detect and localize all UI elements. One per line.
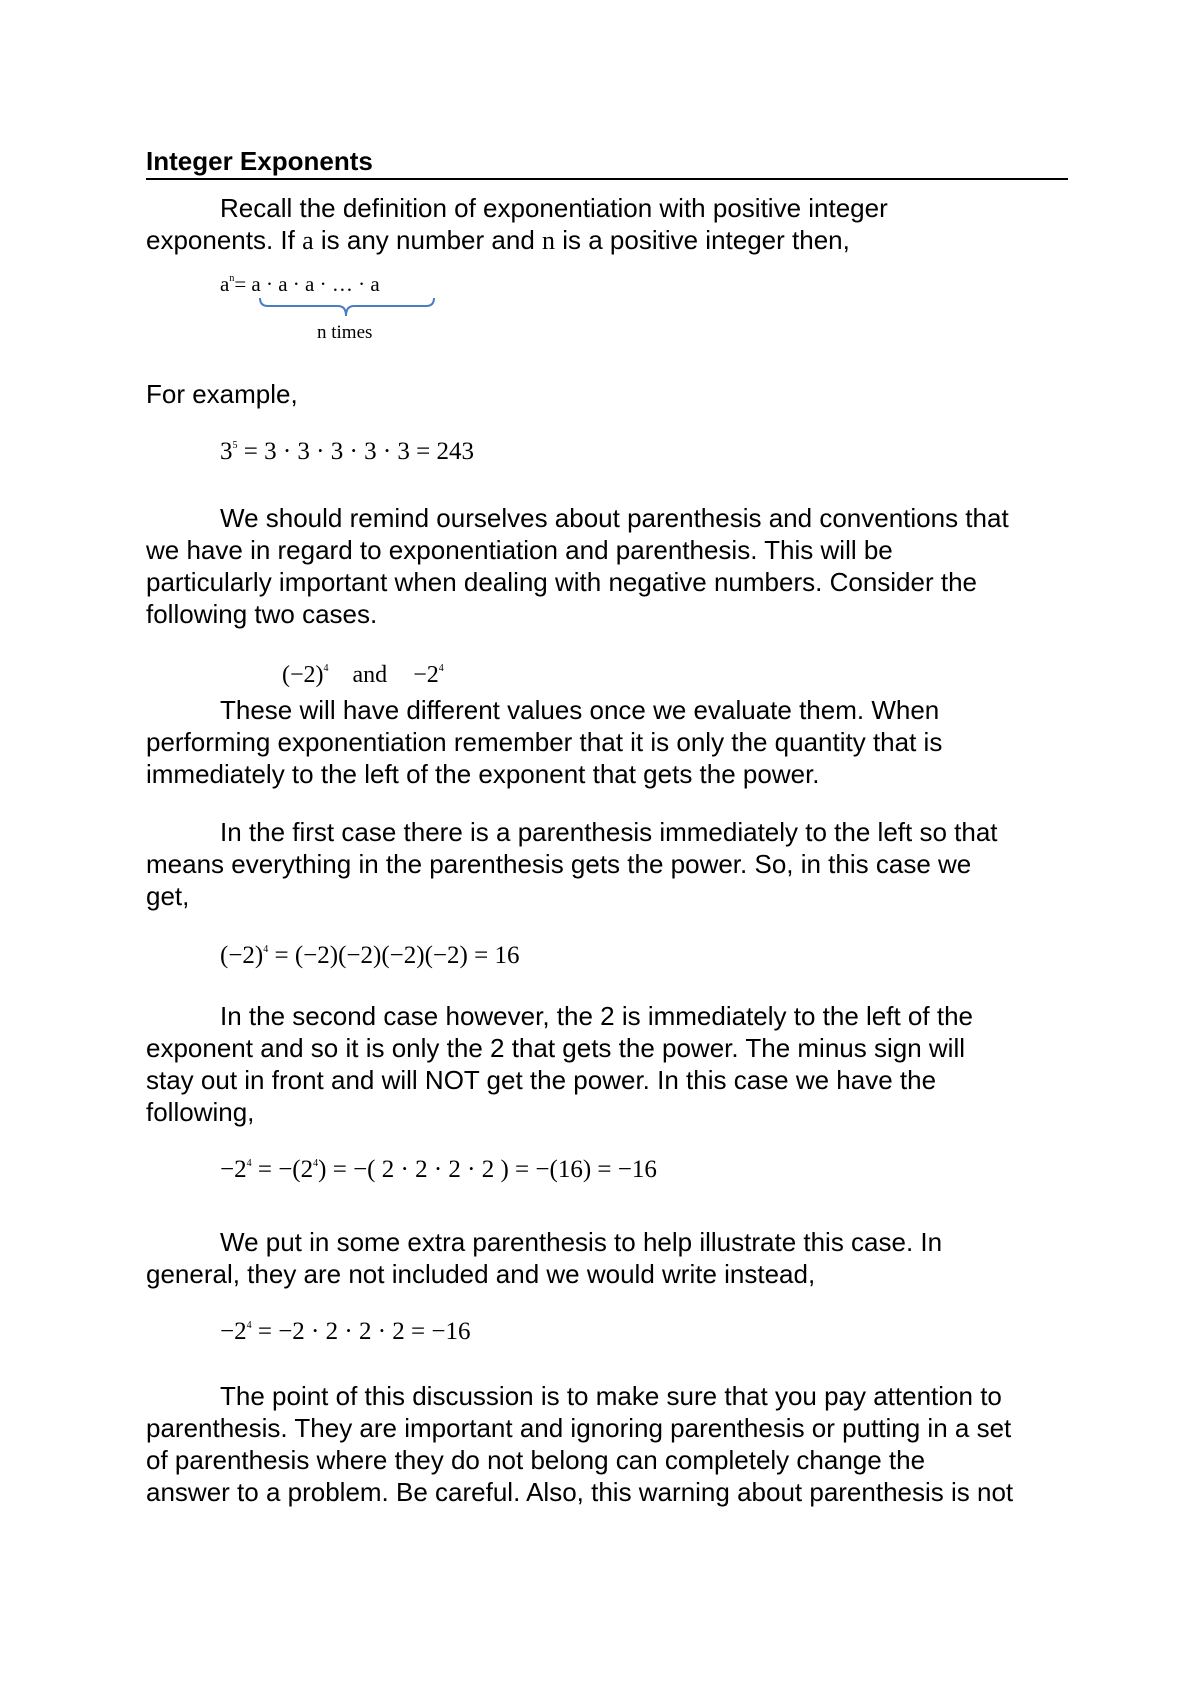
underbrace — [258, 296, 438, 320]
example-equation: $3^5 = 3 \cdot 3 \cdot 3 \cdot 3 \cdot 3 = 243$ — [220, 438, 474, 465]
values-paragraph: These will have different values once we evaluate them. When performing exponentiation remember that it is only the quantity that is immediately to the left of the exponent that gets the power. — [146, 695, 943, 789]
page-title: Integer Exponents — [146, 144, 1068, 180]
definition-exponent: n — [229, 273, 235, 284]
second-case-equation: $-2^4 = -(2^4)$ = −( 2 · 2 · 2 · 2 ) = −(16) = −16 — [220, 1156, 657, 1183]
intro-line-1: Recall the definition of exponentiation with positive integer — [220, 193, 888, 223]
definition-base: a — [220, 272, 230, 296]
definition-equation — [220, 272, 380, 297]
intro-paragraph — [146, 192, 1066, 257]
definition-rhs: = a · a · a · … · a — [234, 272, 380, 296]
intro-line-2: exponents. If a is any number and n is a positive integer then, — [146, 225, 850, 255]
second-case-paragraph: In the second case however, the 2 is immediately to the left of the exponent and so it is only the 2 that gets the power. The minus sign will stay out in front and will NOT get the power. In this case we have the following, — [146, 1001, 973, 1127]
point-paragraph: The point of this discussion is to make sure that you pay attention to parenthesis. They are important and ignoring parenthesis or putting in a set of parenthesis where they do not belong can completely change the answer to a problem. Be careful. Also, this warning about parenthesis is not — [146, 1381, 1014, 1507]
first-case-equation: $(-2)^4 = (-2)(-2)(-2)(-2) = 16$ — [220, 942, 520, 969]
for-example-text: For example, — [146, 379, 298, 409]
brace-label: n times — [317, 322, 373, 343]
extra-parenthesis-paragraph: We put in some extra parenthesis to help illustrate this case. In general, they are not included and we would write instead, — [146, 1227, 943, 1289]
variable-a: a — [302, 226, 314, 255]
parenthesis-paragraph: We should remind ourselves about parenthesis and conventions that we have in regard to exponentiation and parenthesis. This will be particularly important when dealing with negative numbers. Consider the following two cases. — [146, 503, 1009, 629]
variable-n: n — [542, 226, 556, 255]
third-equation: $-2^4 = -2 \cdot 2 \cdot 2 \cdot 2 = -16$ — [220, 1318, 471, 1345]
cases-expression: $(-2)^4$ and $-2^4$ — [282, 662, 444, 688]
first-case-paragraph: In the first case there is a parenthesis immediately to the left so that means everything in the parenthesis gets the power. So, in this case we get, — [146, 817, 998, 911]
